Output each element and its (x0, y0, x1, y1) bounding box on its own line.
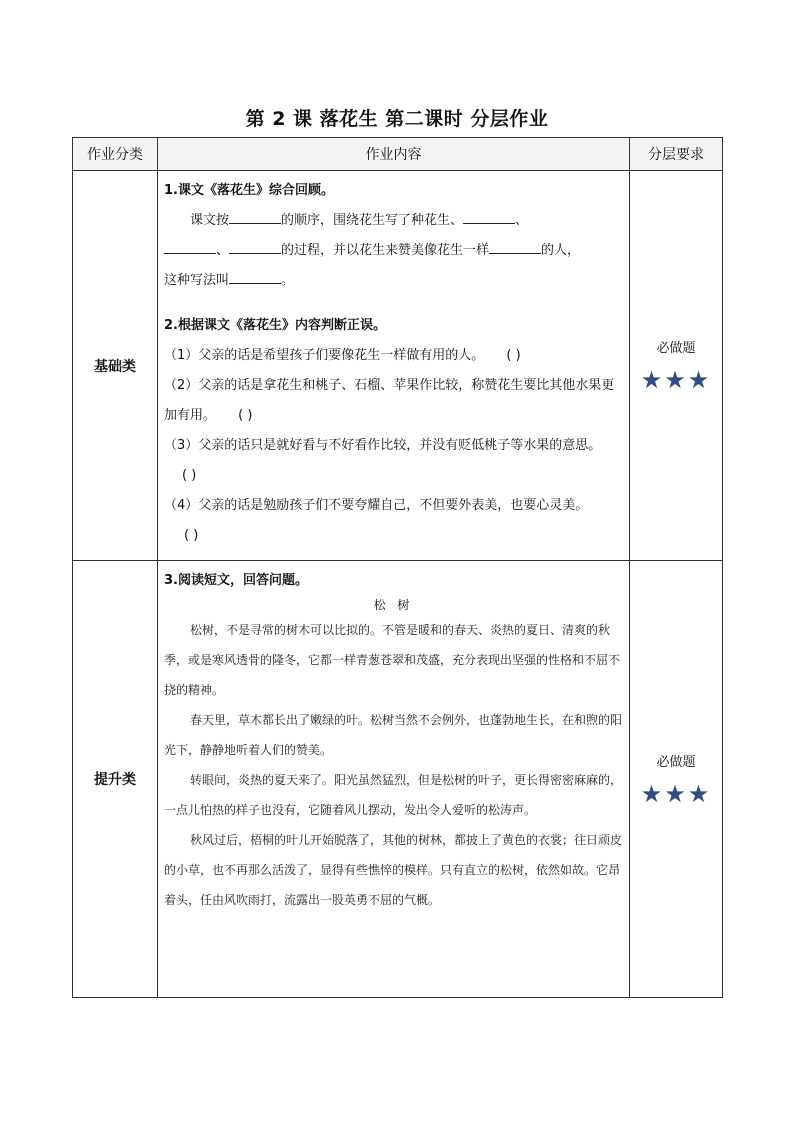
judge-item (164, 371, 623, 431)
fill-blank[interactable] (489, 239, 541, 254)
question-1-title: 1.课文《落花生》综合回顾。 (164, 183, 334, 198)
answer-paren[interactable]: ( ) (506, 348, 521, 363)
requirement-label: 必做题 (656, 341, 696, 356)
judge-item-text: （3）父亲的话只是就好看与不好看作比较，并没有贬低桃子等水果的意思。 (164, 438, 602, 453)
reading-paragraph: 春天里，草木都长出了嫩绿的叶。松树当然不会例外，也蓬勃地生长，在和煦的阳光下，静静地听着人们的赞美。 (164, 713, 623, 757)
question-1-text (164, 266, 623, 296)
star-rating-icon: ★★★ (640, 366, 712, 394)
question-2-title: 2.根据课文《落花生》内容判断正误。 (164, 318, 386, 333)
judge-item (164, 341, 623, 371)
judge-item-text: （1）父亲的话是希望孩子们要像花生一样做有用的人。 (164, 348, 485, 363)
reading-title: 松 树 (373, 598, 414, 612)
content-advanced (158, 561, 630, 998)
table-header-row (73, 138, 723, 171)
judge-item (164, 491, 623, 551)
answer-paren[interactable]: ( ) (184, 528, 199, 543)
q1-text-part: 的人， (541, 243, 581, 258)
judge-item (164, 431, 623, 491)
q1-text-part: 。 (281, 273, 295, 288)
reading-paragraph: 松树，不是寻常的树木可以比拟的。不管是暖和的春天、炎热的夏日、清爽的秋季，或是寒风透骨的隆冬，它都一样青葱苍翠和茂盛，充分表现出坚强的性格和不屈不挠的精神。 (164, 623, 621, 697)
requirement-label: 必做题 (656, 754, 696, 770)
requirement-advanced (630, 561, 723, 998)
fill-blank[interactable] (164, 239, 216, 254)
reading-paragraph: 秋风过后，梧桐的叶儿开始脱落了，其他的树林，都披上了黄色的衣裳；往日顽皮的小草，也不再那么活泼了，显得有些憔悴的模样。只有直立的松树，依然如故。它昂着头，任由风吹雨打，流露出一股英勇不屈的气概。 (164, 833, 623, 907)
q1-text-part: 的过程，并以花生来赞美像花生一样 (281, 243, 490, 258)
answer-paren[interactable]: ( ) (182, 468, 197, 483)
q1-text-part: 、 (515, 213, 529, 228)
header-requirement: 分层要求 (630, 138, 723, 171)
reading-passage (164, 615, 623, 915)
page-title: 第 2 课 落花生 第二课时 分层作业 (245, 108, 549, 130)
judge-item-text: （2）父亲的话是拿花生和桃子、石榴、苹果作比较，称赞花生要比其他水果更加有用。 (164, 378, 615, 423)
header-category: 作业分类 (73, 138, 158, 171)
q1-text-part: 、 (216, 243, 230, 258)
fill-blank[interactable] (463, 209, 515, 224)
q1-text-part: 这种写法叫 (164, 273, 230, 288)
q1-text-part: 课文按 (190, 213, 230, 228)
requirement-basic (630, 171, 723, 561)
judge-item-text: （4）父亲的话是勉励孩子们不要夸耀自己，不但要外表美，也要心灵美。 (164, 498, 589, 513)
star-rating-icon: ★★★ (640, 779, 712, 808)
reading-paragraph: 转眼间，炎热的夏天来了。阳光虽然猛烈，但是松树的叶子，更长得密密麻麻的，一点儿怕热的样子也没有，它随着风儿摆动，发出令人爱听的松涛声。 (164, 773, 623, 817)
category-basic: 基础类 (73, 171, 158, 561)
question-1-text (164, 236, 623, 266)
category-advanced: 提升类 (73, 561, 158, 998)
fill-blank[interactable] (229, 209, 281, 224)
table-row-basic (73, 171, 723, 561)
fill-blank[interactable] (229, 239, 281, 254)
fill-blank[interactable] (229, 269, 281, 284)
header-content: 作业内容 (158, 138, 630, 171)
question-1-text (164, 206, 623, 236)
q1-text-part: 的顺序，围绕花生写了种花生、 (281, 213, 464, 228)
table-row-advanced (73, 561, 723, 998)
homework-table (72, 137, 723, 998)
question-3-title: 3.阅读短文，回答问题。 (164, 573, 308, 588)
answer-paren[interactable]: ( ) (238, 408, 253, 423)
content-basic (158, 171, 630, 561)
